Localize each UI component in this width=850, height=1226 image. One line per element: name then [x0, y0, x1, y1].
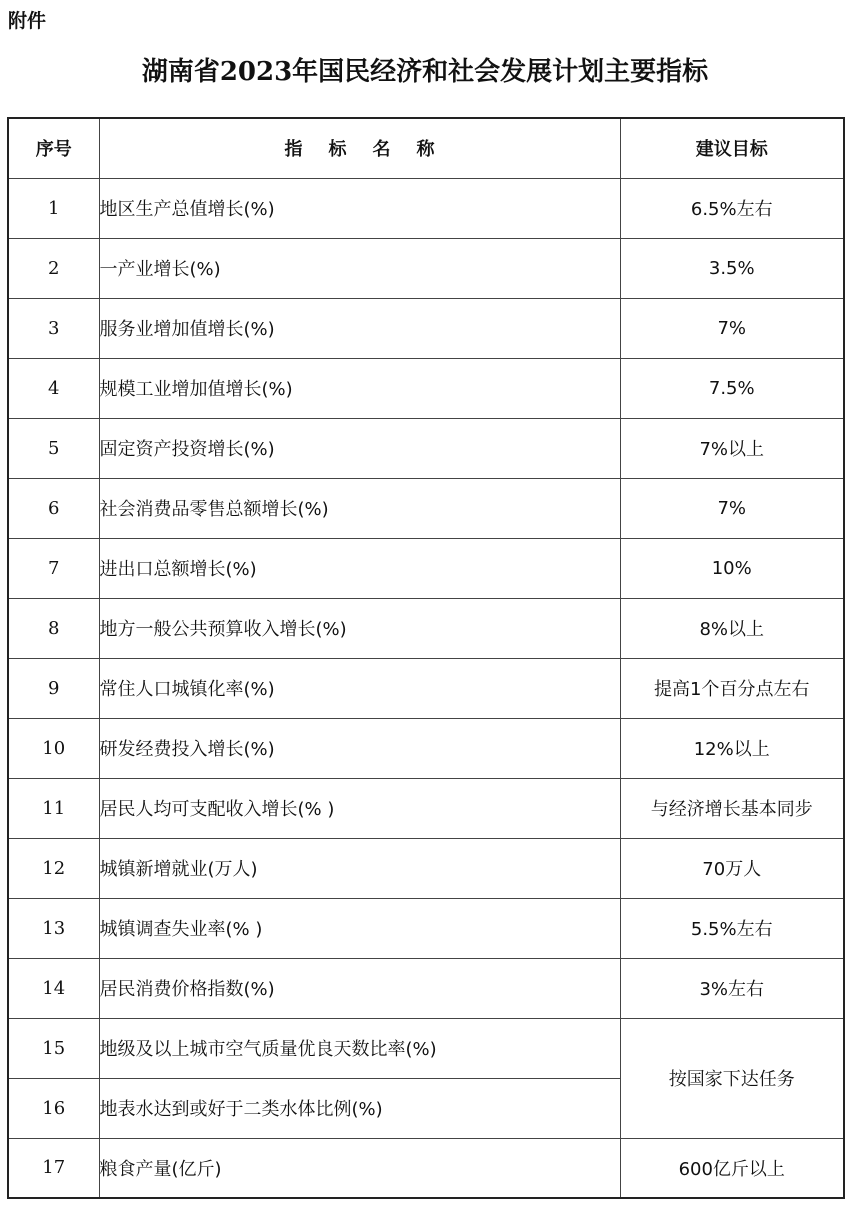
header-target: 建议目标	[620, 118, 844, 178]
table-row	[8, 418, 844, 478]
table-row	[8, 538, 844, 598]
row-number: 4	[8, 358, 99, 418]
indicator-name: 服务业增加值增长(%)	[99, 298, 620, 358]
row-number: 2	[8, 238, 99, 298]
table-row	[8, 298, 844, 358]
row-number: 15	[8, 1018, 99, 1078]
indicators-table	[7, 117, 845, 1199]
indicator-target: 7%	[620, 478, 844, 538]
table-row	[8, 478, 844, 538]
table-row	[8, 238, 844, 298]
row-number: 13	[8, 898, 99, 958]
indicator-target: 提高1个百分点左右	[620, 658, 844, 718]
indicator-name: 一产业增长(%)	[99, 238, 620, 298]
indicator-target: 6.5%左右	[620, 178, 844, 238]
indicator-target: 3.5%	[620, 238, 844, 298]
indicator-name: 固定资产投资增长(%)	[99, 418, 620, 478]
indicator-name: 地区生产总值增长(%)	[99, 178, 620, 238]
table-row	[8, 598, 844, 658]
indicator-target: 600亿斤以上	[620, 1138, 844, 1198]
row-number: 8	[8, 598, 99, 658]
table-row	[8, 358, 844, 418]
indicator-target: 7.5%	[620, 358, 844, 418]
indicator-name: 城镇调查失业率(% )	[99, 898, 620, 958]
indicator-name: 规模工业增加值增长(%)	[99, 358, 620, 418]
indicator-target: 3%左右	[620, 958, 844, 1018]
indicator-name: 城镇新增就业(万人)	[99, 838, 620, 898]
table-row	[8, 658, 844, 718]
table-row	[8, 718, 844, 778]
table-row	[8, 838, 844, 898]
indicator-name: 地方一般公共预算收入增长(%)	[99, 598, 620, 658]
row-number: 14	[8, 958, 99, 1018]
table-row	[8, 898, 844, 958]
table-row	[8, 958, 844, 1018]
header-name: 指标名称	[99, 118, 620, 178]
indicator-target: 7%以上	[620, 418, 844, 478]
indicator-name: 研发经费投入增长(%)	[99, 718, 620, 778]
row-number: 9	[8, 658, 99, 718]
row-number: 11	[8, 778, 99, 838]
indicator-target: 5.5%左右	[620, 898, 844, 958]
table-row	[8, 1138, 844, 1198]
indicator-target: 10%	[620, 538, 844, 598]
row-number: 16	[8, 1078, 99, 1138]
indicator-name: 居民消费价格指数(%)	[99, 958, 620, 1018]
table-header-row	[8, 118, 844, 178]
row-number: 3	[8, 298, 99, 358]
indicator-target: 7%	[620, 298, 844, 358]
table-row	[8, 178, 844, 238]
indicator-name: 进出口总额增长(%)	[99, 538, 620, 598]
row-number: 17	[8, 1138, 99, 1198]
row-number: 6	[8, 478, 99, 538]
table-row	[8, 778, 844, 838]
row-number: 7	[8, 538, 99, 598]
indicator-target-merged: 按国家下达任务	[620, 1018, 844, 1138]
indicator-target: 70万人	[620, 838, 844, 898]
table-row	[8, 1018, 844, 1078]
indicator-name: 常住人口城镇化率(%)	[99, 658, 620, 718]
indicator-target: 与经济增长基本同步	[620, 778, 844, 838]
document-title: 湖南省2023年国民经济和社会发展计划主要指标	[141, 57, 709, 87]
row-number: 1	[8, 178, 99, 238]
indicator-target: 12%以上	[620, 718, 844, 778]
indicator-name: 地级及以上城市空气质量优良天数比率(%)	[99, 1018, 620, 1078]
row-number: 5	[8, 418, 99, 478]
header-no: 序号	[8, 118, 99, 178]
indicator-name: 地表水达到或好于二类水体比例(%)	[99, 1078, 620, 1138]
row-number: 12	[8, 838, 99, 898]
indicator-name: 粮食产量(亿斤)	[99, 1138, 620, 1198]
row-number: 10	[8, 718, 99, 778]
indicator-name: 居民人均可支配收入增长(% )	[99, 778, 620, 838]
indicator-target: 8%以上	[620, 598, 844, 658]
attachment-label: 附件	[8, 10, 47, 32]
indicator-name: 社会消费品零售总额增长(%)	[99, 478, 620, 538]
